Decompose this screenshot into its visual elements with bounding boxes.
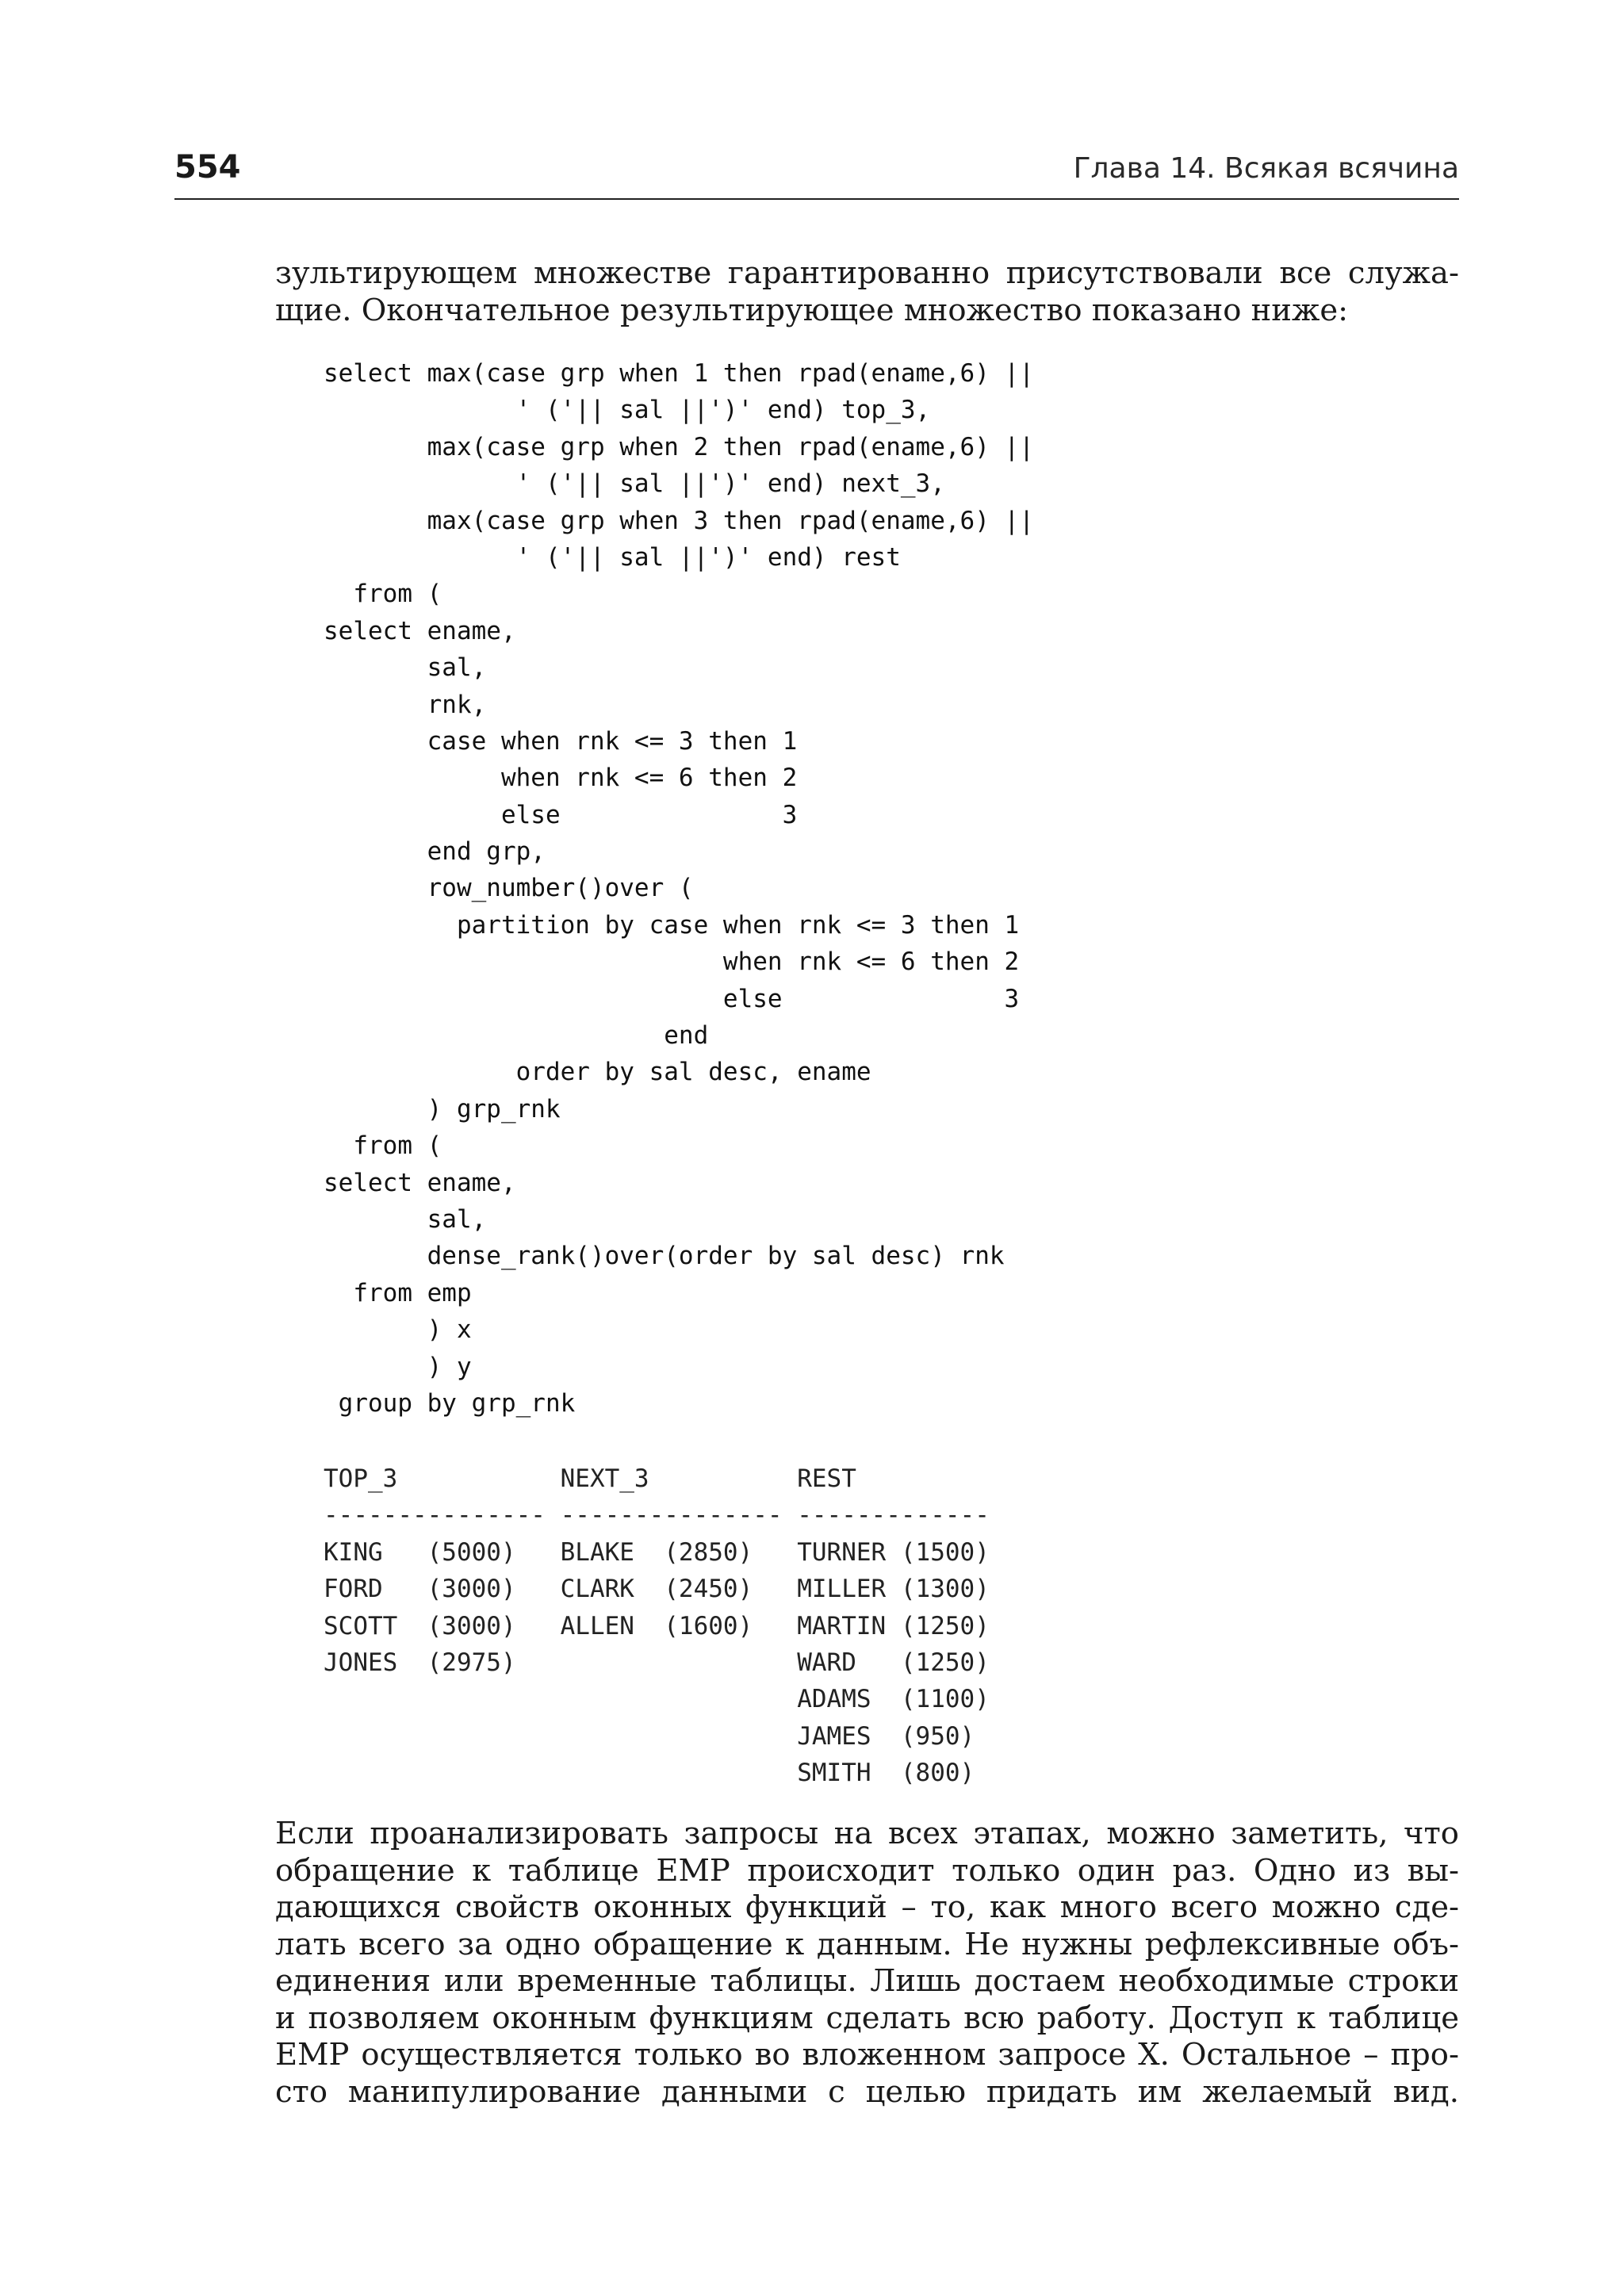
code-line: from emp — [324, 1278, 472, 1307]
code-line: row_number()over ( — [324, 874, 694, 903]
text-line: EMP осуществляется только во вложенном запросе X. Остальное – про- — [275, 2037, 1459, 2073]
code-line: else 3 — [324, 984, 1020, 1013]
page-number: 554 — [174, 149, 241, 186]
code-line: end — [324, 1021, 709, 1051]
code-line: select max(case grp when 1 then rpad(ename,6) || — [324, 359, 1034, 388]
text-line: щие. Окончательное результирующее множество показано ниже: — [275, 292, 1349, 328]
code-line: ' ('|| sal ||')' end) top_3, — [324, 396, 931, 425]
outro-paragraph — [275, 1816, 1459, 2111]
code-line: select ename, — [324, 616, 516, 645]
text-line: сто манипулирование данными с целью придать им желаемый вид. — [275, 2073, 1459, 2110]
code-line: ) x — [324, 1315, 472, 1345]
code-line: ' ('|| sal ||')' end) next_3, — [324, 469, 945, 499]
result-row: SCOTT (3000) ALLEN (1600) MARTIN (1250) — [324, 1611, 990, 1640]
text-line: единения или временные таблицы. Лишь достаем необходимые строки — [275, 1963, 1459, 1999]
text-line: зультирующем множестве гарантированно присутствовали все служа- — [275, 255, 1459, 291]
result-header-row: TOP_3 NEXT_3 REST — [324, 1464, 856, 1493]
text-line: и позволяем оконным функциям сделать всю работу. Доступ к таблице — [275, 2000, 1459, 2036]
code-line: case when rnk <= 3 then 1 — [324, 726, 798, 756]
page-header — [174, 143, 1459, 200]
code-line: ' ('|| sal ||')' end) rest — [324, 542, 901, 572]
code-line: ) y — [324, 1352, 472, 1381]
chapter-title: Глава 14. Всякая всячина — [1073, 152, 1459, 185]
sql-code-listing — [324, 355, 1034, 1422]
text-line: Если проанализировать запросы на всех этапах, можно заметить, что — [275, 1816, 1459, 1851]
code-line: max(case grp when 2 then rpad(ename,6) || — [324, 432, 1034, 461]
code-line: ) grp_rnk — [324, 1094, 561, 1124]
code-line: max(case grp when 3 then rpad(ename,6) || — [324, 506, 1034, 535]
code-line: else 3 — [324, 800, 798, 829]
result-row: ADAMS (1100) — [324, 1685, 990, 1714]
code-line: sal, — [324, 1204, 487, 1234]
text-line: лать всего за одно обращение к данным. Не нужны рефлексивные объ- — [275, 1926, 1459, 1962]
result-row: SMITH (800) — [324, 1759, 975, 1788]
code-line: select ename, — [324, 1168, 516, 1197]
result-row: FORD (3000) CLARK (2450) MILLER (1300) — [324, 1575, 990, 1604]
code-line: rnk, — [324, 690, 487, 719]
result-row: JONES (2975) WARD (1250) — [324, 1648, 990, 1677]
code-line: group by grp_rnk — [324, 1388, 576, 1418]
code-line: from ( — [324, 1131, 442, 1161]
intro-paragraph — [275, 255, 1459, 329]
text-line: обращение к таблице EMP происходит только один раз. Одно из вы- — [275, 1852, 1459, 1889]
code-line: sal, — [324, 653, 487, 683]
code-line: order by sal desc, ename — [324, 1058, 871, 1087]
code-line: when rnk <= 6 then 2 — [324, 947, 1020, 977]
result-row: JAMES (950) — [324, 1721, 975, 1751]
code-line: dense_rank()over(order by sal desc) rnk — [324, 1242, 1005, 1271]
query-result-set — [324, 1460, 990, 1792]
code-line: partition by case when rnk <= 3 then 1 — [324, 910, 1020, 940]
code-line: end grp, — [324, 837, 546, 867]
text-line: дающихся свойств оконных функций – то, как много всего можно сде- — [275, 1889, 1459, 1925]
result-separator-row: --------------- --------------- ------------- — [324, 1501, 990, 1530]
result-row: KING (5000) BLAKE (2850) TURNER (1500) — [324, 1537, 990, 1567]
code-line: when rnk <= 6 then 2 — [324, 764, 798, 793]
code-line: from ( — [324, 580, 442, 609]
